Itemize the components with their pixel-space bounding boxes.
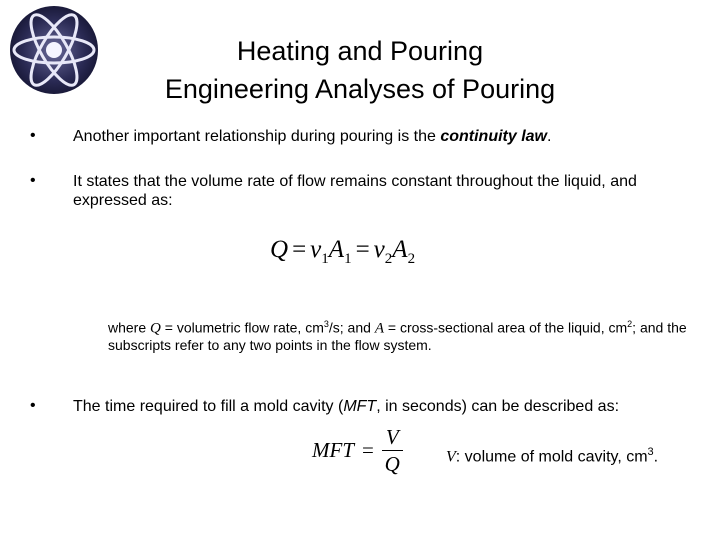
variable-definitions bbox=[108, 316, 708, 353]
var-v: V bbox=[446, 448, 456, 466]
bullet-marker: • bbox=[30, 172, 36, 189]
subscripts-note: ; and the subscripts refer to any two points in the flow system. bbox=[108, 319, 687, 353]
continuity-equation bbox=[270, 236, 415, 268]
bullet-mold-fill-time bbox=[73, 397, 673, 416]
bullet-continuity-law bbox=[73, 127, 693, 146]
fraction-numerator: V bbox=[382, 424, 403, 451]
bullet-text-tail: . bbox=[547, 128, 552, 145]
a-unit-exponent: 2 bbox=[627, 319, 633, 329]
title-line-1: Heating and Pouring bbox=[236, 36, 484, 66]
bullet-text: Another important relationship during pouring is the bbox=[73, 128, 441, 145]
continuity-law-emphasis: continuity law bbox=[440, 128, 547, 145]
mft-lhs: MFT bbox=[312, 438, 354, 462]
bullet-text: The time required to fill a mold cavity ( bbox=[73, 398, 344, 415]
mft-equals: = bbox=[362, 438, 374, 462]
eq-a2: A bbox=[392, 236, 408, 263]
eq-sub: 1 bbox=[344, 251, 352, 267]
q-definition: = volumetric flow rate, cm bbox=[160, 319, 324, 336]
mft-equation bbox=[312, 424, 403, 477]
var-a: A bbox=[374, 320, 384, 337]
volume-note bbox=[446, 446, 658, 466]
eq-a1: A bbox=[328, 236, 345, 263]
mft-emphasis: MFT bbox=[343, 398, 377, 415]
eq-v2: v bbox=[373, 236, 385, 263]
bullet-volume-rate: It states that the volume rate of flow remains constant throughout the liquid, and expressed as: bbox=[73, 173, 637, 209]
v-unit-exponent: 3 bbox=[647, 446, 654, 458]
bullet-text-tail: , in seconds) can be described as: bbox=[376, 398, 620, 415]
q-unit-exponent: 3 bbox=[323, 319, 329, 329]
slide-title bbox=[80, 32, 640, 108]
q-unit: /s; and bbox=[328, 319, 375, 336]
v-definition: : volume of mold cavity, cm bbox=[455, 448, 648, 466]
eq-sub: 2 bbox=[407, 251, 416, 267]
bullet-marker: • bbox=[30, 397, 36, 414]
var-q: Q bbox=[150, 320, 161, 337]
v-note-tail: . bbox=[653, 448, 659, 466]
eq-v1: v bbox=[310, 236, 322, 263]
eq-sub: 2 bbox=[384, 251, 393, 267]
eq-q: Q bbox=[270, 236, 289, 263]
fraction-denominator: Q bbox=[384, 452, 400, 476]
mft-fraction bbox=[382, 424, 403, 477]
eq-equals: = bbox=[355, 236, 370, 263]
eq-equals: = bbox=[292, 236, 307, 263]
eq-sub: 1 bbox=[321, 251, 329, 267]
where-prefix: where bbox=[108, 319, 151, 336]
bullet-marker: • bbox=[30, 127, 36, 144]
title-line-2: Engineering Analyses of Pouring bbox=[164, 74, 556, 104]
a-definition: = cross-sectional area of the liquid, cm bbox=[383, 319, 628, 336]
